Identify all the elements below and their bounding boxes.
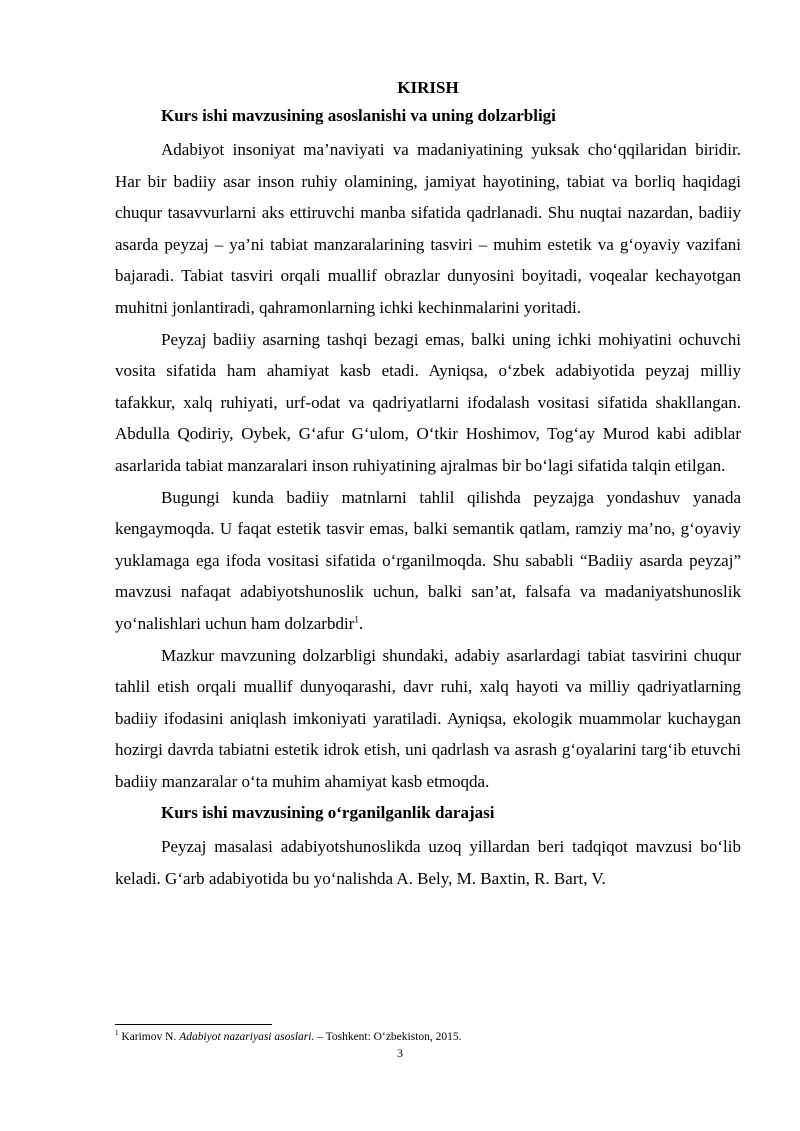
paragraph-1: Adabiyot insoniyat ma’naviyati va madaniyatining yuksak cho‘qqilaridan biridir. Har bir badiiy asar inson ruhiy olamining, jamiyat hayotining, tabiat va borliq haqidagi chuqur tasavvurlarni aks ettiruvchi manba sifatida qadrlanadi. Shu nuqtai nazardan, badiiy asarda peyzaj – ya’ni tabiat manzaralarining tasviri – muhim estetik va g‘oyaviy vazifani bajaradi. Tabiat tasviri orqali muallif obrazlar dunyosini boyitadi, voqealar kechayotgan muhitni jonlantiradi, qahramonlarning ichki kechinmalarini yoritadi.: [115, 140, 741, 317]
footnote-ref[interactable]: 1: [354, 614, 359, 625]
section-title-relevance: Kurs ishi mavzusining asoslanishi va uning dolzarbligi: [161, 106, 556, 125]
footnote-author: Karimov N.: [121, 1031, 177, 1043]
page-title: KIRISH: [397, 78, 459, 97]
paragraph-2: Peyzaj badiiy asarning tashqi bezagi emas, balki uning ichki mohiyatini ochuvchi vosita sifatida ham ahamiyat kasb etadi. Ayniqsa, o‘zbek adabiyotida peyzaj milliy tafakkur, xalq ruhiyati, urf-odat va qadriyatlarni ifodalash vositasi sifatida shakllangan. Abdulla Qodiriy, Oybek, G‘afur G‘ulom, O‘tkir Hoshimov, Tog‘ay Murod kabi adiblar asarlarida tabiat manzaralari inson ruhiyatining ajralmas bir bo‘lagi sifatida talqin etilgan.: [115, 329, 741, 475]
footnote-separator: [115, 1024, 272, 1025]
page-number: 3: [397, 1046, 403, 1060]
footnote-publisher: – Toshkent: O‘zbekiston, 2015.: [317, 1031, 462, 1043]
page-body: [115, 78, 741, 895]
paragraph-4: Mazkur mavzuning dolzarbligi shundaki, adabiy asarlardagi tabiat tasvirini chuqur tahlil etish orqali muallif dunyoqarashi, davr ruhi, xalq hayoti va milliy qadriyatlarning badiiy ifodasini aniqlash imkoniyati yaratiladi. Ayniqsa, ekologik muammolar kuchaygan hozirgi davrda tabiatni estetik idrok etish, uni qadrlash va asrash g‘oyalarini targ‘ib etuvchi badiiy manzaralar o‘ta muhim ahamiyat kasb etmoqda.: [115, 645, 741, 791]
footnote-mark: 1: [115, 1029, 119, 1038]
paragraph-3-text: Bugungi kunda badiiy matnlarni tahlil qilishda peyzajga yondashuv yanada kengaymoqda. U faqat estetik tasvir emas, balki semantik qatlam, ramziy ma’no, g‘oyaviy yuklamaga ega ifoda vositasi sifatida o‘rganilmoqda. Shu sababli “Badiiy asarda peyzaj” mavzusi nafaqat adabiyotshunoslik uchun, balki san’at, falsafa va madaniyatshunoslik yo‘nalishlari uchun ham dolzarbdir: [115, 487, 741, 633]
footnote-book-title: Adabiyot nazariyasi asoslari.: [179, 1031, 315, 1043]
paragraph-5: Peyzaj masalasi adabiyotshunoslikda uzoq yillardan beri tadqiqot mavzusi bo‘lib keladi. G‘arb adabiyotida bu yo‘nalishda A. Bely, M. Baxtin, R. Bart, V.: [115, 837, 741, 889]
section-title-study-level: Kurs ishi mavzusining o‘rganilganlik darajasi: [161, 803, 495, 823]
paragraph-3: Bugungi kunda badiiy matnlarni tahlil qilishda peyzajga yondashuv yanada kengaymoqda. U faqat estetik tasvir emas, balki semantik qatlam, ramziy ma’no, g‘oyaviy yuklamaga ega ifoda vositasi sifatida o‘rganilmoqda. Shu sababli “Badiiy asarda peyzaj” mavzusi nafaqat adabiyotshunoslik uchun, balki san’at, falsafa va madaniyatshunoslik yo‘nalishlari uchun ham dolzarbdir$^1$.: [115, 487, 741, 633]
footnote: [115, 1030, 741, 1045]
